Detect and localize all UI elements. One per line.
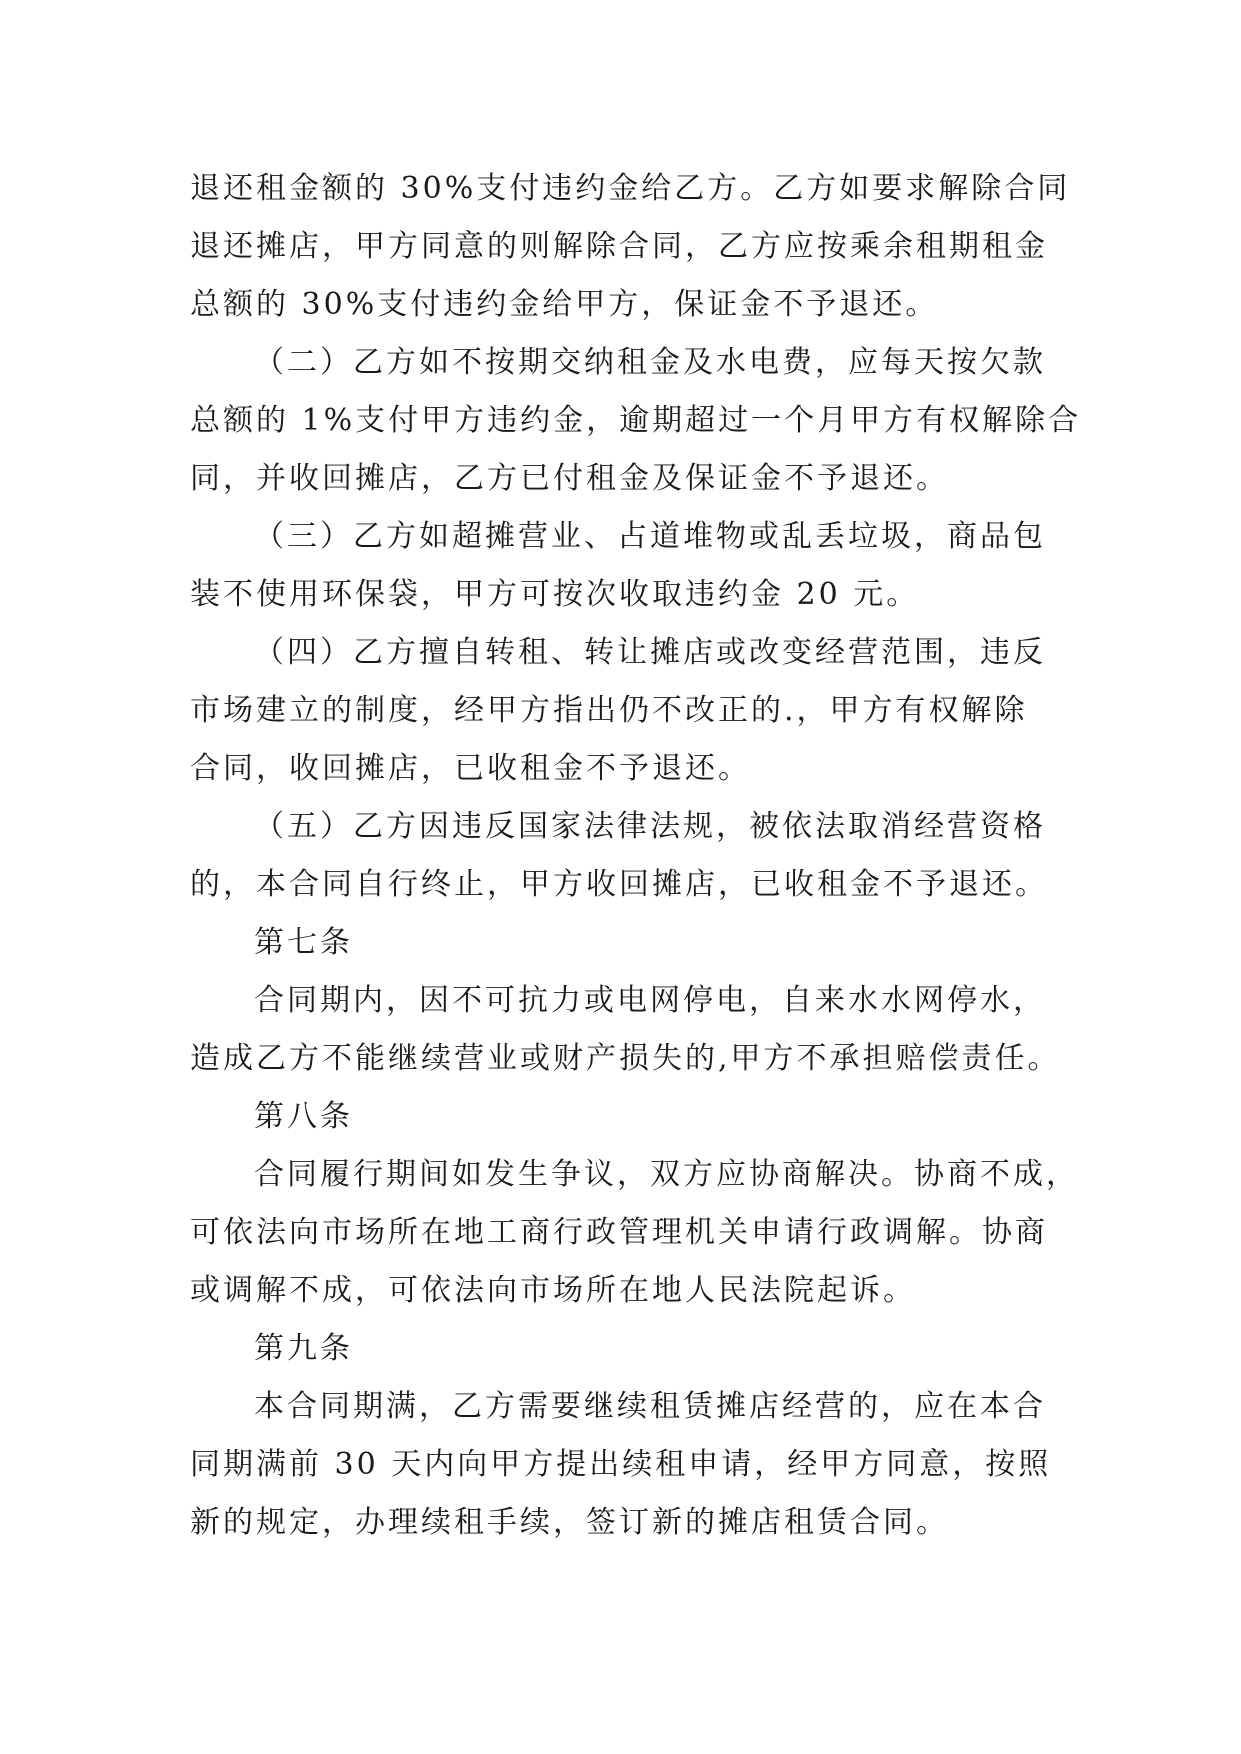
document-body xyxy=(190,160,1082,1552)
text-line: 同，并收回摊店，乙方已付租金及保证金不予退还。 xyxy=(190,461,949,496)
text-line: （二）乙方如不按期交纳租金及水电费，应每天按欠款 xyxy=(254,345,1046,380)
text-line: 合同，收回摊店，已收租金不予退还。 xyxy=(190,751,751,786)
text-line: 退还摊店，甲方同意的则解除合同，乙方应按乘余租期租金 xyxy=(190,229,1048,264)
article-heading: 第九条 xyxy=(254,1331,353,1366)
article-heading: 第七条 xyxy=(254,925,353,960)
text-line: 或调解不成，可依法向市场所在地人民法院起诉。 xyxy=(190,1273,916,1308)
text-line: 的，本合同自行终止，甲方收回摊店，已收租金不予退还。 xyxy=(190,867,1048,902)
text-line: 新的规定，办理续租手续，签订新的摊店租赁合同。 xyxy=(190,1505,949,1540)
text-line: 市场建立的制度，经甲方指出仍不改正的.，甲方有权解除 xyxy=(190,693,1028,728)
text-line: （四）乙方擅自转租、转让摊店或改变经营范围，违反 xyxy=(254,635,1046,670)
text-line: 装不使用环保袋，甲方可按次收取违约金 20 元。 xyxy=(190,577,920,612)
text-line: 造成乙方不能继续营业或财产损失的,甲方不承担赔偿责任。 xyxy=(190,1041,1061,1076)
text-line: 合同履行期间如发生争议，双方应协商解决。协商不成， xyxy=(254,1157,1079,1192)
text-line: 合同期内，因不可抗力或电网停电，自来水水网停水， xyxy=(254,983,1046,1018)
text-line: 本合同期满，乙方需要继续租赁摊店经营的，应在本合 xyxy=(254,1389,1046,1424)
text-line: （三）乙方如超摊营业、占道堆物或乱丢垃圾，商品包 xyxy=(254,519,1046,554)
text-line: （五）乙方因违反国家法律法规，被依法取消经营资格 xyxy=(254,809,1046,844)
text-line: 总额的 30%支付违约金给甲方，保证金不予退还。 xyxy=(190,287,939,322)
text-line: 同期满前 30 天内向甲方提出续租申请，经甲方同意，按照 xyxy=(190,1447,1052,1482)
text-line: 退还租金额的 30%支付违约金给乙方。乙方如要求解除合同 xyxy=(190,171,1071,206)
text-line: 可依法向市场所在地工商行政管理机关申请行政调解。协商 xyxy=(190,1215,1048,1250)
article-heading: 第八条 xyxy=(254,1099,353,1134)
text-line: 总额的 1%支付甲方违约金，逾期超过一个月甲方有权解除合 xyxy=(190,403,1082,438)
